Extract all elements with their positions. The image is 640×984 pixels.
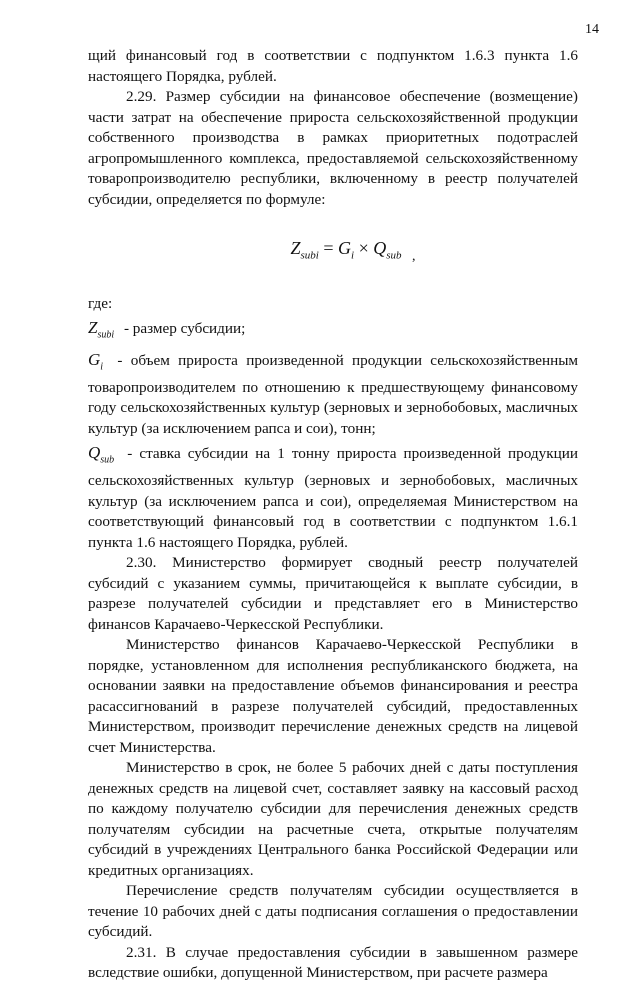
definition-g-symbol: $G_i$ xyxy=(88,349,104,373)
formula-comma: , xyxy=(412,249,416,264)
paragraph-ministry: Министерство в срок, не более 5 рабочих дней с даты поступления денежных средств на лицевой счет, составляет заявку на кассовый расход по каждому получателю субсидии для перечисления денежных средств получателям субсидии на расчетные счета, открытые получателям субсидий в учреждениях Центрального банка Российской Федерации или кредитных организациях. xyxy=(88,759,578,879)
formula-z-sub: subi xyxy=(300,249,319,262)
formula-equals: = xyxy=(323,238,334,258)
formula-g: G xyxy=(338,238,351,258)
paragraph-minfin: Министерство финансов Карачаево-Черкесской Республики в порядке, установленном для исполнения республиканского бюджета, на основании заявки на предоставление объемов финансирования и реестра расассигнований в разрезе получателей субсидий, предоставленных Министерством, производит перечисление денежных средств на лицевой счет Министерства. xyxy=(88,636,578,756)
definition-g-text: - объем прироста произведенной продукции сельскохозяйственным товаропроизводителем по отношению к предшествующему финансовому году сельскохозяйственных культур (зерновых и зернобобовых, масличных культур (за исключением рапса и сои), тонн; xyxy=(88,351,579,437)
subsidy-formula xyxy=(88,238,578,268)
document-body xyxy=(88,46,578,984)
definition-q xyxy=(88,443,578,553)
paragraph-2-29: 2.29. Размер субсидии на финансовое обеспечение (возмещение) части затрат на обеспечение прироста сельскохозяйственной продукции собственного производства в рамках приоритетных подотраслей агропромышленного комплекса, предоставляемой сельскохозяйственному товаропроизводителю республики, включенному в реестр получателей субсидии, определяется по формуле: xyxy=(88,88,578,208)
definition-g xyxy=(88,350,578,439)
paragraph-2-30: 2.30. Министерство формирует сводный реестр получателей субсидий с указанием суммы, причитающейся к выплате субсидии, в разрезе получателей субсидии и представляет его в Министерство финансов Карачаево-Черкесской Республики. xyxy=(88,554,578,633)
formula-times: × xyxy=(358,238,369,258)
formula-q-sub: sub xyxy=(386,249,402,262)
definition-z xyxy=(88,318,578,346)
formula-g-sub: i xyxy=(351,249,355,262)
definition-z-text: - размер субсидии; xyxy=(123,320,246,337)
paragraph-transfer: Перечисление средств получателям субсидии осуществляется в течение 10 рабочих дней с даты подписания соглашения о предоставлении субсидий. xyxy=(88,882,578,941)
where-label: где: xyxy=(88,294,113,312)
formula-z: Z xyxy=(290,238,301,258)
definition-q-text: - ставка субсидии на 1 тонну прироста произведенной продукции сельскохозяйственных культур (зерновых и зернобобовых, масличных культур (за исключением рапса и сои), определяемая Министерством на соответствующий финансовый год в соответствии с подпунктом 1.6.1 пункта 1.6 настоящего Порядка, рублей. xyxy=(88,445,579,551)
page-number: 14 xyxy=(585,22,599,37)
definition-q-symbol: $Q_{sub}$ xyxy=(88,443,115,466)
paragraph-continuation: щий финансовый год в соответствии с подпунктом 1.6.3 пункта 1.6 настоящего Порядка, рублей. xyxy=(88,47,578,85)
paragraph-2-31: 2.31. В случае предоставления субсидии в завышенном размере вследствие ошибки, допущенной Министерством, при расчете размера xyxy=(88,943,578,982)
definition-z-symbol: $Z_{subi}$ xyxy=(88,318,115,341)
formula-q: Q xyxy=(373,238,387,258)
